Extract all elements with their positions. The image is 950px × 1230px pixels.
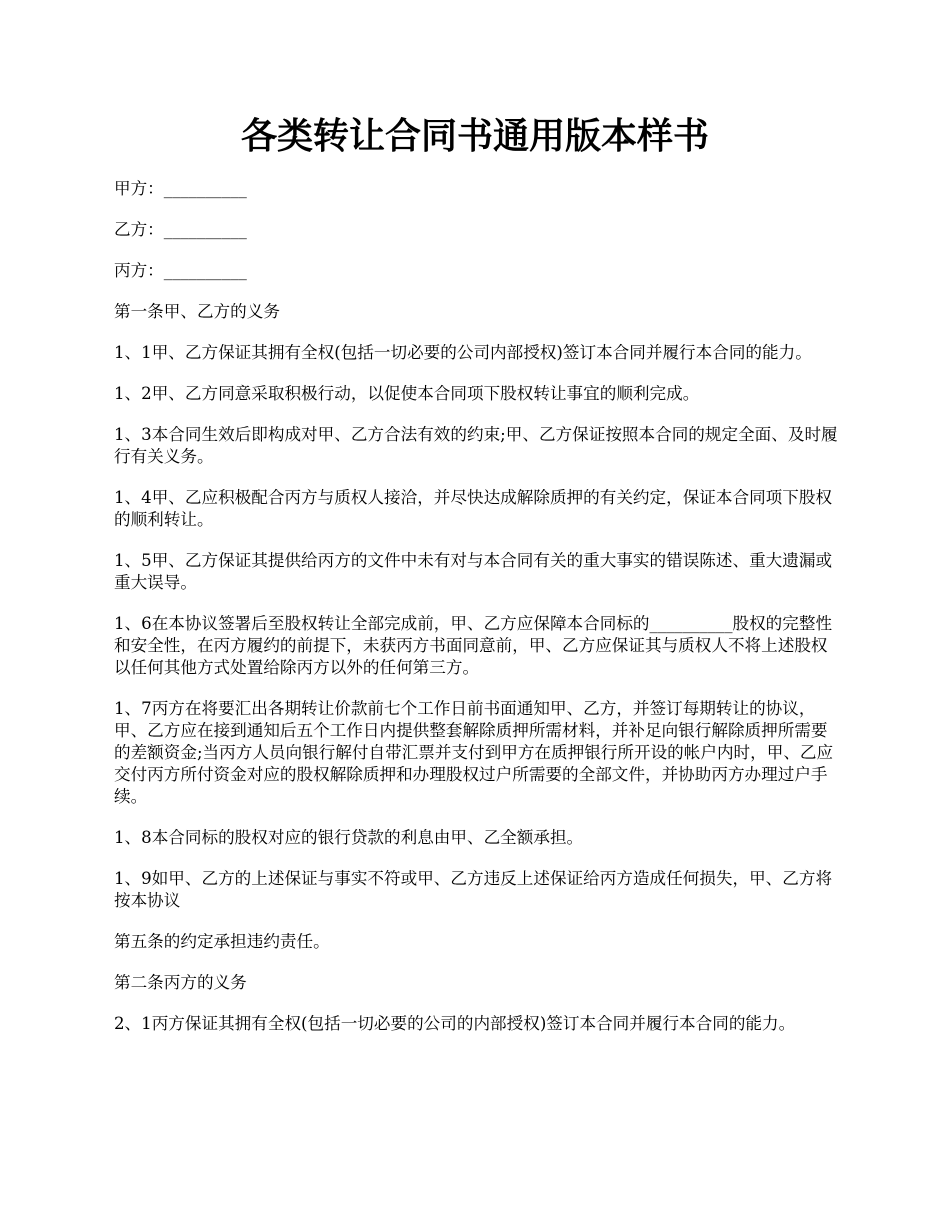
clause-1-9-continued: 第五条的约定承担违约责任。 [114,932,330,951]
clause-1-7: 1、7丙方在将要汇出各期转让价款前七个工作日前书面通知甲、乙方，并签订每期转让的协议，甲、乙方应在接到通知后五个工作日内提供整套解除质押所需材料，并补足向银行解除质押所需要的差额资金;当丙方人员向银行解付自带汇票并支付到甲方在质押银行所开设的帐户内时，甲、乙应交付丙方所付资金对应的股权解除质押和办理股权过户所需要的全部文件，并协助丙方办理过户手续。 [114,699,834,806]
article-1-heading: 第一条甲、乙方的义务 [114,302,280,321]
clause-2-1: 2、1丙方保证其拥有全权(包括一切必要的公司的内部授权)签订本合同并履行本合同的能力。 [114,1014,796,1033]
document-title: 各类转让合同书通用版本样书 [240,115,709,157]
clause-1-3: 1、3本合同生效后即构成对甲、乙方合法有效的约束;甲、乙方保证按照本合同的规定全面、及时履行有关义务。 [114,425,838,466]
clause-1-4: 1、4甲、乙应积极配合丙方与质权人接洽，并尽快达成解除质押的有关约定，保证本合同项下股权的顺利转让。 [114,488,833,529]
clause-1-6: 1、6在本协议签署后至股权转让全部完成前，甲、乙方应保障本合同标的__________股权的完整性和安全性，在丙方履约的前提下，未获丙方书面同意前，甲、乙方应保证其与质权人不将上述股权以任何其他方式处置给除丙方以外的任何第三方。 [114,614,833,677]
article-2-heading: 第二条丙方的义务 [114,973,247,992]
clause-1-5: 1、5甲、乙方保证其提供给丙方的文件中未有对与本合同有关的重大事实的错误陈述、重大遗漏或重大误导。 [114,551,833,592]
clause-1-2: 1、2甲、乙方同意采取积极行动，以促使本合同项下股权转让事宜的顺利完成。 [114,384,700,403]
party-a-line: 甲方：__________ [114,179,247,198]
party-b-line: 乙方：__________ [114,220,247,239]
clause-1-9: 1、9如甲、乙方的上述保证与事实不符或甲、乙方违反上述保证给丙方造成任何损失，甲、乙方将按本协议 [114,869,833,910]
clause-1-8: 1、8本合同标的股权对应的银行贷款的利息由甲、乙全额承担。 [114,828,584,847]
party-c-line: 丙方：__________ [114,261,247,280]
document-body [114,178,840,1054]
clause-1-1: 1、1甲、乙方保证其拥有全权(包括一切必要的公司内部授权)签订本合同并履行本合同的能力。 [114,343,812,362]
